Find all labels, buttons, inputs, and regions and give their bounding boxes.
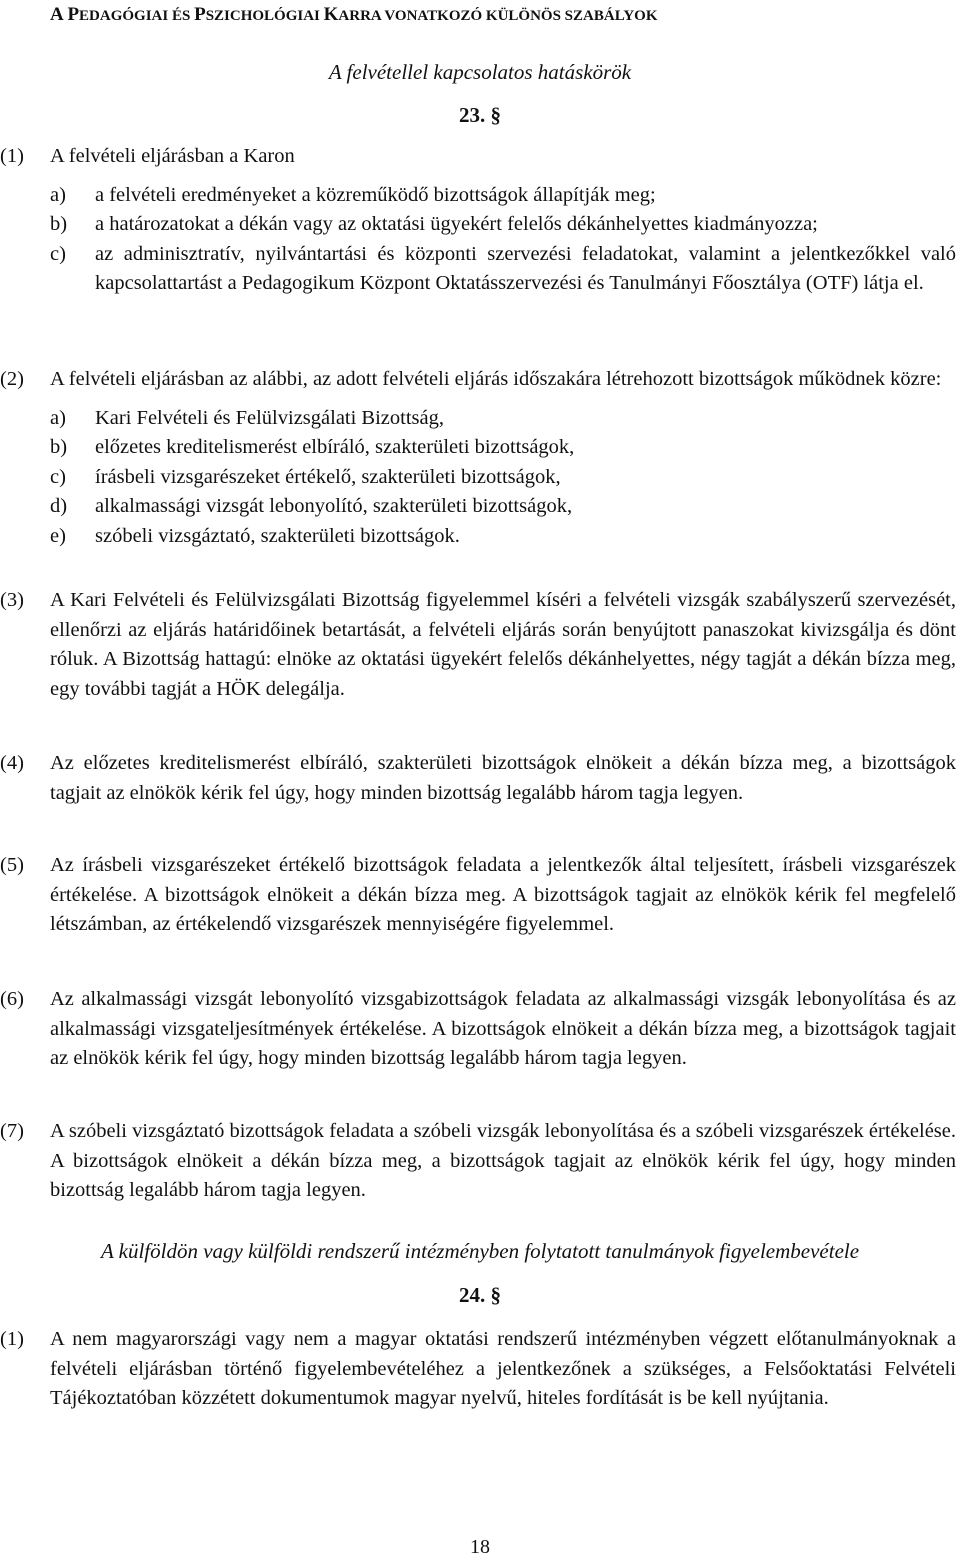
paragraph-text: Az alkalmassági vizsgát lebonyolító vizsgabizottságok feladata az alkalmassági vizsgák lebonyolítása és az alkalmassági vizsgateljesítmények értékelése. A bizottságok elnökeit a dékán bízza meg, a bizottságok tagjait az elnökök kérik fel úgy, hogy minden bizottság legalább három tagja legyen.: [50, 988, 956, 1069]
paragraph-intro: A felvételi eljárásban a Karon: [50, 145, 295, 167]
paragraph-text: A nem magyarországi vagy nem a magyar oktatási rendszerű intézményben végzett előtanulmányoknak a felvételi eljárásban történő figyelembevételéhez a jelentkezőnek a szükséges, a Felsőoktatási Felvételi Tájékoztatóban közzétett dokumentumok magyar nyelvű, hiteles fordítását is be kell nyújtania.: [50, 1328, 956, 1409]
paragraph-text: Az írásbeli vizsgarészeket értékelő bizottságok feladata a jelentkezők által teljesített, írásbeli vizsgarészek értékelése. A bizottságok elnökeit a dékán bízza meg. A bizottságok tagjait az elnökök kérik fel megfelelő létszámban, az értékelendő vizsgarészek mennyiségére figyelemmel.: [50, 854, 956, 935]
item-label: b): [50, 213, 68, 235]
paragraph-text: A szóbeli vizsgáztató bizottságok feladata a szóbeli vizsgák lebonyolítása és a szóbeli vizsgarészek értékelése. A bizottságok elnökeit a dékán bízza meg, a bizottságok tagjait az elnökök kérik fel úgy, hogy minden bizottság legalább három tagja legyen.: [50, 1120, 956, 1201]
paragraph-23-6: [0, 985, 956, 1074]
item-text: az adminisztratív, nyilvántartási és központi szervezési feladatokat, valamint a jelentkezőkkel való kapcsolattartást a Pedagogikum Központ Oktatásszervezési és Tanulmányi Főosztálya (OTF) látja el.: [95, 242, 956, 294]
item-label: c): [50, 242, 66, 265]
paragraph-number: (1): [0, 145, 24, 167]
page-number: 18: [470, 1536, 490, 1558]
paragraph-number: (3): [0, 589, 24, 611]
item-label: b): [50, 436, 68, 458]
paragraph-text: Az előzetes kreditelismerést elbíráló, szakterületi bizottságok elnökeit a dékán bízza meg, a bizottságok tagjait az elnökök kérik fel úgy, hogy minden bizottság legalább három tagja legyen.: [50, 752, 956, 804]
section-number: 23. §: [459, 103, 501, 127]
header-part: P: [67, 4, 80, 25]
section-subtitle: A felvétellel kapcsolatos hatáskörök: [328, 60, 632, 84]
header-part: SZICHOLÓGIAI: [205, 8, 324, 24]
item-list: [0, 181, 956, 299]
paragraph-number: (5): [0, 854, 24, 876]
paragraph-24-1: [0, 1325, 956, 1414]
item-label: c): [50, 465, 66, 488]
header-part: P: [194, 4, 206, 25]
item-list: [0, 404, 956, 552]
item-text: szóbeli vizsgáztató, szakterületi bizottságok.: [95, 524, 460, 547]
paragraph-number: (2): [0, 368, 24, 390]
item-label: a): [50, 406, 66, 429]
list-item: [0, 240, 956, 299]
item-text: előzetes kreditelismerést elbíráló, szakterületi bizottságok,: [95, 436, 575, 458]
paragraph-23-7: [0, 1117, 956, 1206]
paragraph-number: (1): [0, 1328, 24, 1350]
list-item: [0, 210, 956, 240]
item-text: a felvételi eredményeket a közreműködő bizottságok állapítják meg;: [95, 183, 656, 206]
item-text: a határozatokat a dékán vagy az oktatási ügyekért felelős dékánhelyettes kiadmányozza;: [95, 213, 818, 235]
list-item: [0, 492, 956, 522]
paragraph-23-2: [0, 365, 956, 551]
header-part: ARRA VONATKOZÓ KÜLÖNÖS SZABÁLYOK: [338, 8, 658, 24]
paragraph-23-5: [0, 851, 956, 940]
paragraph-23-4: [0, 749, 956, 808]
paragraph-number: (7): [0, 1120, 24, 1142]
list-item: [0, 404, 956, 434]
list-item: [0, 181, 956, 211]
item-text: alkalmassági vizsgát lebonyolító, szakterületi bizottságok,: [95, 495, 573, 517]
section-title: A külföldön vagy külföldi rendszerű intézményben folytatott tanulmányok figyelembevétele: [100, 1239, 860, 1263]
header-part: A: [50, 4, 68, 25]
paragraph-intro: A felvételi eljárásban az alábbi, az adott felvételi eljárás időszakára létrehozott bizottságok működnek közre:: [50, 368, 942, 390]
section-number: 24. §: [459, 1283, 501, 1307]
paragraph-23-3: [0, 586, 956, 704]
paragraph-number: (4): [0, 752, 24, 774]
header-part: EDAGÓGIAI ÉS: [79, 8, 195, 24]
list-item: [0, 463, 956, 493]
item-label: d): [50, 495, 68, 517]
paragraph-23-1: [0, 142, 956, 299]
header-part: K: [323, 4, 339, 25]
item-label: e): [50, 524, 66, 547]
list-item: [0, 522, 956, 552]
paragraph-text: A Kari Felvételi és Felülvizsgálati Bizottság figyelemmel kíséri a felvételi vizsgák szabályszerű szervezését, ellenőrzi az eljárás határidőinek betartását, a felvételi eljárás során benyújtott panaszokat kivizsgálja és dönt róluk. A Bizottság hattagú: elnöke az oktatási ügyekért felelős dékánhelyettes, négy tagját a dékán bízza meg, egy további tagját a HÖK delegálja.: [50, 589, 956, 700]
list-item: [0, 433, 956, 463]
chapter-header: [50, 2, 950, 29]
item-text: írásbeli vizsgarészeket értékelő, szakterületi bizottságok,: [95, 465, 561, 488]
item-label: a): [50, 183, 66, 206]
paragraph-number: (6): [0, 988, 24, 1010]
item-text: Kari Felvételi és Felülvizsgálati Bizottság,: [95, 406, 444, 429]
